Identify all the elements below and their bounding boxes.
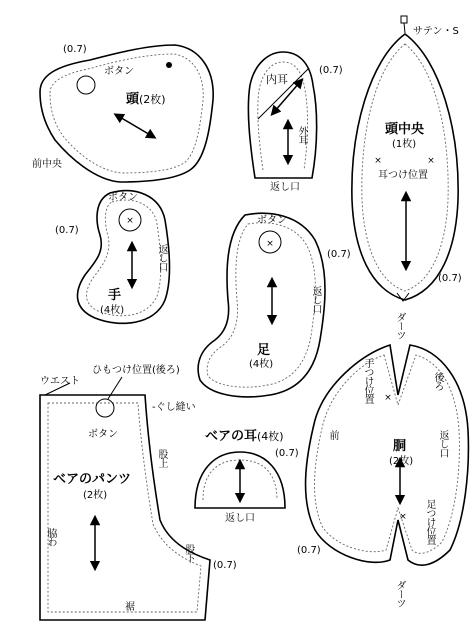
- pants-piece: [40, 377, 210, 620]
- body-foot-position-label: 足つけ位置: [424, 499, 435, 544]
- hand-button-x: ×: [126, 216, 134, 226]
- inner-ear-seam-allowance: (0.7): [319, 65, 343, 76]
- foot-button-x: ×: [266, 239, 274, 249]
- head-title: 頭(2枚): [126, 92, 166, 107]
- body-hand-position-label: 手つけ位置: [362, 358, 373, 403]
- head-center-front-label: 前中央: [32, 159, 62, 170]
- satin-stitch-label: サテン・S: [413, 26, 459, 37]
- head-center-piece: [352, 16, 458, 301]
- head-center-title: 頭中央: [385, 122, 425, 137]
- foot-button-label: ボタン: [257, 215, 287, 226]
- pants-seam-line: [48, 403, 201, 612]
- head-center-seam-allowance: (0.7): [438, 273, 462, 284]
- body-count: (2枚): [389, 456, 414, 467]
- head-center-outline: [352, 34, 458, 300]
- pants-button-label: ボタン: [88, 429, 118, 440]
- head-center-count: (1枚): [392, 139, 417, 150]
- ear-position-x-right: ×: [427, 156, 435, 166]
- body-seam-allowance: (0.7): [297, 545, 321, 556]
- bear-ear-seam-allowance: (0.7): [275, 448, 299, 459]
- pants-button-circle: [96, 399, 114, 417]
- pants-title: ベアのパンツ: [53, 472, 132, 487]
- inner-ear-arrow-diagonal: [274, 82, 300, 112]
- pants-count: (2枚): [83, 490, 108, 501]
- pants-side-label: 脇わ: [45, 528, 56, 546]
- foot-title: 足: [257, 343, 271, 358]
- pants-outline: [40, 395, 210, 620]
- inner-ear-label: 内耳: [266, 73, 288, 86]
- body-title: 胴: [393, 439, 407, 454]
- head-button-label: ボタン: [104, 66, 134, 77]
- hand-count: (4枚): [100, 305, 125, 316]
- pants-seam-allowance: (0.7): [213, 560, 237, 571]
- head-seam-allowance: (0.7): [63, 44, 87, 55]
- hand-button-label: ボタン: [108, 192, 138, 203]
- pants-rise-top-label: 股上: [156, 449, 167, 467]
- head-center-top-line: [404, 23, 405, 33]
- pants-waist-label: ウエスト: [40, 376, 80, 387]
- hand-opening-label: 返し口: [156, 244, 167, 271]
- pants-hem-label: 裾: [125, 602, 135, 613]
- body-opening-label: 返し口: [437, 430, 448, 457]
- bear-ear-piece: [195, 452, 285, 508]
- hand-seam-allowance: (0.7): [55, 225, 79, 236]
- body-back-label: 後ろ: [432, 372, 443, 390]
- outer-ear-label: 外耳: [296, 126, 307, 144]
- foot-seam-allowance: (0.7): [327, 249, 351, 260]
- head-center-top-marker: [401, 16, 407, 23]
- body-bottom-dart-label: ダーツ: [394, 580, 405, 607]
- ear-position-x-left: ×: [374, 156, 382, 166]
- foot-opening-label: 返し口: [310, 286, 321, 313]
- hand-title: 手: [108, 288, 122, 303]
- bear-ear-opening-label: 返し口: [225, 513, 255, 524]
- foot-count: (4枚): [249, 359, 274, 370]
- ear-position-label: 耳つけ位置: [378, 170, 428, 181]
- head-grain-arrow: [118, 116, 152, 136]
- head-center-seam-line: [362, 44, 448, 291]
- pants-gathering-label: -ぐし縫い: [152, 402, 196, 413]
- pants-cord-position-label: ひもつけ位置(後ろ): [92, 365, 180, 376]
- head-button-circle: [77, 76, 95, 94]
- head-dot-marker: [166, 62, 172, 68]
- bear-ear-title: ベアの耳(4枚): [205, 429, 284, 444]
- pants-rise-bottom-label: 股下: [183, 544, 194, 562]
- inner-ear-piece: [248, 52, 316, 178]
- inner-ear-opening-label: 返し口: [270, 182, 300, 193]
- body-front-label: 前: [327, 430, 338, 439]
- foot-position-x: ×: [399, 512, 407, 522]
- hand-position-x: ×: [384, 393, 392, 403]
- body-top-dart-label: ダーツ: [394, 312, 405, 339]
